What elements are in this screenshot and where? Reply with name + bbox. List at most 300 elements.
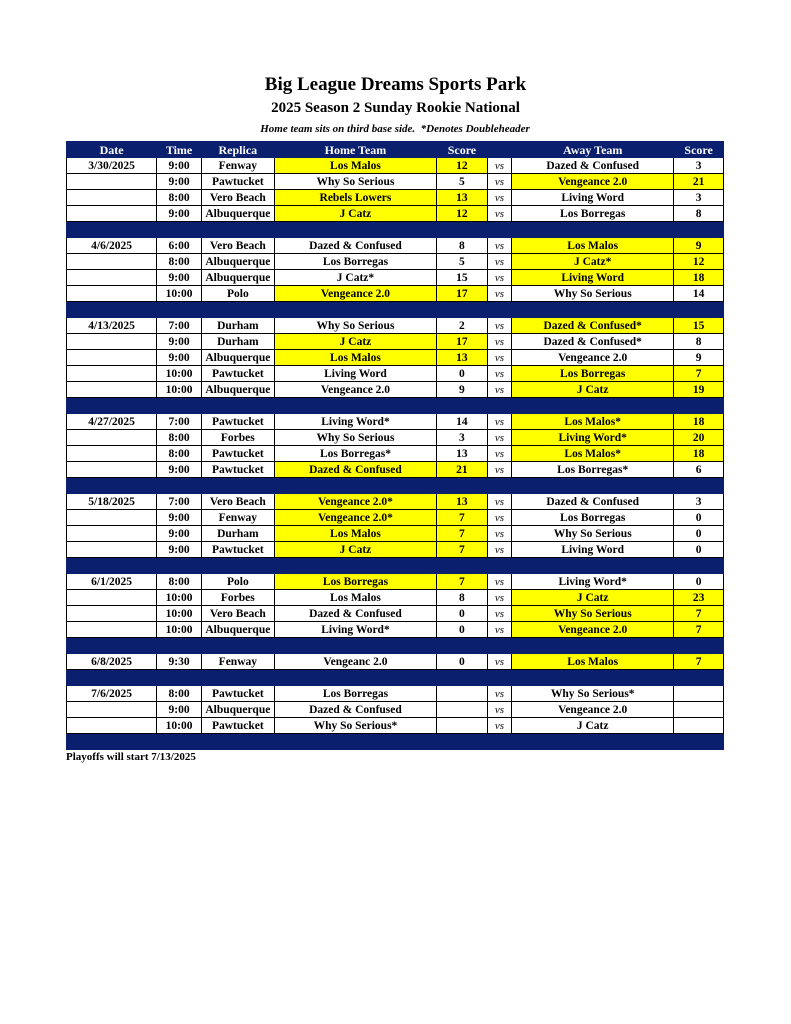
game-field: Polo [201,286,274,302]
table-row [67,318,724,334]
table-row [67,270,724,286]
table-row [67,366,724,382]
separator-cell [487,398,511,414]
away-score: 23 [674,590,724,606]
separator-cell [201,302,274,318]
game-field: Albuquerque [201,382,274,398]
col-time-header: Time [157,142,202,158]
away-team: Los Malos* [512,414,674,430]
game-time: 6:00 [157,238,202,254]
separator-cell [201,222,274,238]
separator-cell [274,398,436,414]
day-separator [67,302,724,318]
page-title: Big League Dreams Sports Park [264,74,527,95]
separator-cell [67,398,157,414]
away-team: Living Word [512,270,674,286]
vs-label: vs [487,254,511,270]
day-separator [67,398,724,414]
game-time: 8:00 [157,686,202,702]
game-date [67,350,157,366]
separator-cell [674,558,724,574]
separator-cell [487,302,511,318]
game-field: Albuquerque [201,254,274,270]
separator-cell [201,478,274,494]
away-score: 7 [674,606,724,622]
separator-cell [674,222,724,238]
game-date: 7/6/2025 [67,686,157,702]
away-team: Why So Serious [512,526,674,542]
game-time: 8:00 [157,254,202,270]
separator-cell [437,638,488,654]
game-time: 10:00 [157,718,202,734]
game-field: Albuquerque [201,350,274,366]
separator-cell [487,734,511,750]
game-date [67,270,157,286]
home-score: 13 [437,350,488,366]
away-score: 12 [674,254,724,270]
separator-cell [67,670,157,686]
separator-cell [437,734,488,750]
home-team: Why So Serious [274,174,436,190]
home-team: Dazed & Confused [274,702,436,718]
game-field: Forbes [201,430,274,446]
home-team: J Catz* [274,270,436,286]
vs-label: vs [487,366,511,382]
away-score: 0 [674,510,724,526]
separator-cell [67,558,157,574]
home-team: Living Word* [274,414,436,430]
vs-label: vs [487,654,511,670]
home-team: Dazed & Confused [274,238,436,254]
game-date [67,622,157,638]
game-date [67,206,157,222]
vs-label: vs [487,350,511,366]
away-score [674,686,724,702]
away-team: Living Word* [512,430,674,446]
home-score: 7 [437,526,488,542]
game-time: 10:00 [157,590,202,606]
separator-cell [157,398,202,414]
game-field: Pawtucket [201,462,274,478]
away-score: 19 [674,382,724,398]
game-field: Pawtucket [201,446,274,462]
separator-cell [67,638,157,654]
separator-cell [512,478,674,494]
separator-cell [274,478,436,494]
home-team: Why So Serious [274,318,436,334]
vs-label: vs [487,238,511,254]
game-time: 7:00 [157,318,202,334]
home-team: Dazed & Confused [274,462,436,478]
separator-cell [512,734,674,750]
vs-label: vs [487,446,511,462]
game-date: 4/13/2025 [67,318,157,334]
game-date [67,606,157,622]
table-row [67,622,724,638]
table-row [67,702,724,718]
home-team: Los Malos [274,526,436,542]
game-time: 10:00 [157,382,202,398]
home-score [437,718,488,734]
game-field: Fenway [201,654,274,670]
game-field: Pawtucket [201,174,274,190]
home-team: Living Word [274,366,436,382]
separator-cell [157,478,202,494]
game-time: 7:00 [157,494,202,510]
table-row [67,718,724,734]
home-team: Why So Serious* [274,718,436,734]
day-separator [67,670,724,686]
home-team: Vengeance 2.0 [274,286,436,302]
home-score [437,702,488,718]
table-row [67,254,724,270]
vs-label: vs [487,622,511,638]
away-score [674,718,724,734]
separator-cell [67,222,157,238]
away-score: 7 [674,654,724,670]
home-score: 8 [437,238,488,254]
home-team: J Catz [274,206,436,222]
separator-cell [512,222,674,238]
table-row [67,654,724,670]
home-team: Vengeance 2.0 [274,382,436,398]
home-team: J Catz [274,334,436,350]
vs-label: vs [487,286,511,302]
away-team: Why So Serious [512,286,674,302]
game-date [67,526,157,542]
game-date [67,190,157,206]
game-date: 5/18/2025 [67,494,157,510]
game-date [67,174,157,190]
game-date [67,366,157,382]
vs-label: vs [487,334,511,350]
table-row [67,334,724,350]
home-score: 5 [437,174,488,190]
away-score [674,702,724,718]
away-team: Dazed & Confused* [512,334,674,350]
home-score: 13 [437,190,488,206]
game-date [67,462,157,478]
home-team: Los Borregas [274,254,436,270]
schedule-table [66,141,724,750]
separator-cell [437,670,488,686]
away-score: 7 [674,366,724,382]
separator-cell [437,302,488,318]
away-team: Los Borregas* [512,462,674,478]
game-date: 4/6/2025 [67,238,157,254]
separator-cell [201,734,274,750]
table-row [67,190,724,206]
game-field: Vero Beach [201,190,274,206]
away-score: 3 [674,190,724,206]
separator-cell [487,222,511,238]
vs-label: vs [487,686,511,702]
game-time: 9:00 [157,350,202,366]
game-date: 6/8/2025 [67,654,157,670]
separator-cell [487,670,511,686]
game-field: Forbes [201,590,274,606]
home-team: Los Borregas [274,686,436,702]
game-date [67,542,157,558]
home-score: 7 [437,574,488,590]
home-team: Los Malos [274,158,436,174]
away-score: 14 [674,286,724,302]
day-separator [67,638,724,654]
vs-label: vs [487,462,511,478]
game-date [67,334,157,350]
game-date [67,382,157,398]
schedule-body [67,158,724,750]
separator-cell [274,302,436,318]
away-score: 20 [674,430,724,446]
vs-label: vs [487,542,511,558]
game-time: 10:00 [157,606,202,622]
table-row [67,158,724,174]
game-date: 6/1/2025 [67,574,157,590]
game-field: Pawtucket [201,718,274,734]
away-score: 6 [674,462,724,478]
game-time: 9:00 [157,702,202,718]
away-score: 8 [674,334,724,350]
table-row [67,574,724,590]
vs-label: vs [487,590,511,606]
game-time: 9:00 [157,206,202,222]
away-team: J Catz [512,382,674,398]
away-score: 18 [674,270,724,286]
away-team: J Catz [512,718,674,734]
game-time: 8:00 [157,190,202,206]
game-time: 10:00 [157,366,202,382]
separator-cell [512,638,674,654]
game-field: Fenway [201,510,274,526]
separator-cell [674,302,724,318]
game-field: Vero Beach [201,494,274,510]
home-score: 5 [437,254,488,270]
home-team: Los Borregas [274,574,436,590]
separator-cell [274,670,436,686]
away-score: 8 [674,206,724,222]
separator-cell [512,670,674,686]
game-field: Pawtucket [201,414,274,430]
home-score: 13 [437,494,488,510]
separator-cell [512,302,674,318]
game-field: Pawtucket [201,542,274,558]
separator-cell [157,734,202,750]
separator-cell [157,638,202,654]
away-team: Why So Serious [512,606,674,622]
table-row [67,686,724,702]
home-team: Los Malos [274,350,436,366]
vs-label: vs [487,510,511,526]
separator-cell [674,398,724,414]
separator-cell [674,670,724,686]
home-score: 0 [437,654,488,670]
separator-cell [674,478,724,494]
away-team: Why So Serious* [512,686,674,702]
home-score: 0 [437,366,488,382]
vs-label: vs [487,206,511,222]
game-time: 9:00 [157,334,202,350]
away-team: Dazed & Confused* [512,318,674,334]
table-row [67,462,724,478]
separator-cell [437,558,488,574]
separator-cell [437,398,488,414]
away-team: Vengeance 2.0 [512,702,674,718]
home-score: 21 [437,462,488,478]
game-time: 9:00 [157,462,202,478]
table-row [67,238,724,254]
day-separator [67,222,724,238]
home-score: 12 [437,206,488,222]
home-score: 7 [437,510,488,526]
game-field: Vero Beach [201,238,274,254]
game-time: 9:30 [157,654,202,670]
table-row [67,446,724,462]
home-score: 15 [437,270,488,286]
separator-cell [512,398,674,414]
away-score: 18 [674,414,724,430]
away-team: Living Word [512,190,674,206]
game-field: Pawtucket [201,366,274,382]
home-score: 0 [437,622,488,638]
home-score [437,686,488,702]
game-time: 9:00 [157,270,202,286]
game-field: Vero Beach [201,606,274,622]
game-date [67,430,157,446]
schedule-note: Home team sits on third base side. *Denotes Doubleheader [260,123,530,135]
game-field: Durham [201,526,274,542]
away-team: Los Malos [512,654,674,670]
table-row [67,526,724,542]
away-team: Living Word* [512,574,674,590]
separator-cell [201,638,274,654]
away-score: 0 [674,574,724,590]
away-team: Los Borregas [512,206,674,222]
game-field: Durham [201,334,274,350]
table-row [67,542,724,558]
vs-label: vs [487,270,511,286]
away-team: Los Malos* [512,446,674,462]
home-team: Dazed & Confused [274,606,436,622]
home-score: 9 [437,382,488,398]
game-time: 8:00 [157,574,202,590]
day-separator [67,558,724,574]
vs-label: vs [487,718,511,734]
away-team: Los Borregas [512,366,674,382]
away-team: Dazed & Confused [512,494,674,510]
vs-label: vs [487,494,511,510]
page-subtitle: 2025 Season 2 Sunday Rookie National [271,100,520,116]
away-score: 9 [674,238,724,254]
separator-cell [67,478,157,494]
away-score: 0 [674,542,724,558]
day-separator [67,734,724,750]
game-date: 3/30/2025 [67,158,157,174]
vs-label: vs [487,606,511,622]
table-row [67,510,724,526]
separator-cell [437,222,488,238]
col-date-header: Date [67,142,157,158]
separator-cell [674,638,724,654]
home-score: 3 [437,430,488,446]
game-date [67,590,157,606]
home-team: Los Borregas* [274,446,436,462]
home-score: 12 [437,158,488,174]
home-team: Vengeanc 2.0 [274,654,436,670]
home-team: Vengeance 2.0* [274,510,436,526]
separator-cell [512,558,674,574]
home-score: 2 [437,318,488,334]
table-row [67,494,724,510]
game-date [67,718,157,734]
col-away-score-header: Score [674,142,724,158]
table-row [67,430,724,446]
vs-label: vs [487,414,511,430]
away-team: Vengeance 2.0 [512,622,674,638]
home-score: 17 [437,286,488,302]
game-field: Albuquerque [201,206,274,222]
separator-cell [274,638,436,654]
col-home-score-header: Score [437,142,488,158]
home-team: J Catz [274,542,436,558]
table-row [67,606,724,622]
away-score: 0 [674,526,724,542]
separator-cell [487,478,511,494]
separator-cell [157,670,202,686]
game-date: 4/27/2025 [67,414,157,430]
home-score: 13 [437,446,488,462]
home-team: Living Word* [274,622,436,638]
home-team: Vengeance 2.0* [274,494,436,510]
game-date [67,702,157,718]
separator-cell [201,558,274,574]
vs-label: vs [487,702,511,718]
away-team: Los Malos [512,238,674,254]
away-score: 21 [674,174,724,190]
game-date [67,286,157,302]
game-date [67,510,157,526]
col-away-team-header: Away Team [512,142,674,158]
vs-label: vs [487,190,511,206]
away-team: Vengeance 2.0 [512,174,674,190]
game-field: Polo [201,574,274,590]
day-separator [67,478,724,494]
away-team: Vengeance 2.0 [512,350,674,366]
home-score: 14 [437,414,488,430]
home-score: 0 [437,606,488,622]
separator-cell [201,670,274,686]
separator-cell [201,398,274,414]
game-time: 8:00 [157,430,202,446]
vs-label: vs [487,174,511,190]
vs-label: vs [487,382,511,398]
home-team: Los Malos [274,590,436,606]
game-field: Pawtucket [201,686,274,702]
col-home-team-header: Home Team [274,142,436,158]
home-team: Why So Serious [274,430,436,446]
game-time: 8:00 [157,446,202,462]
col-vs-header [487,142,511,158]
table-row [67,382,724,398]
away-team: J Catz [512,590,674,606]
separator-cell [274,558,436,574]
table-row [67,286,724,302]
separator-cell [157,222,202,238]
separator-cell [274,222,436,238]
separator-cell [674,734,724,750]
away-score: 3 [674,158,724,174]
separator-cell [437,478,488,494]
